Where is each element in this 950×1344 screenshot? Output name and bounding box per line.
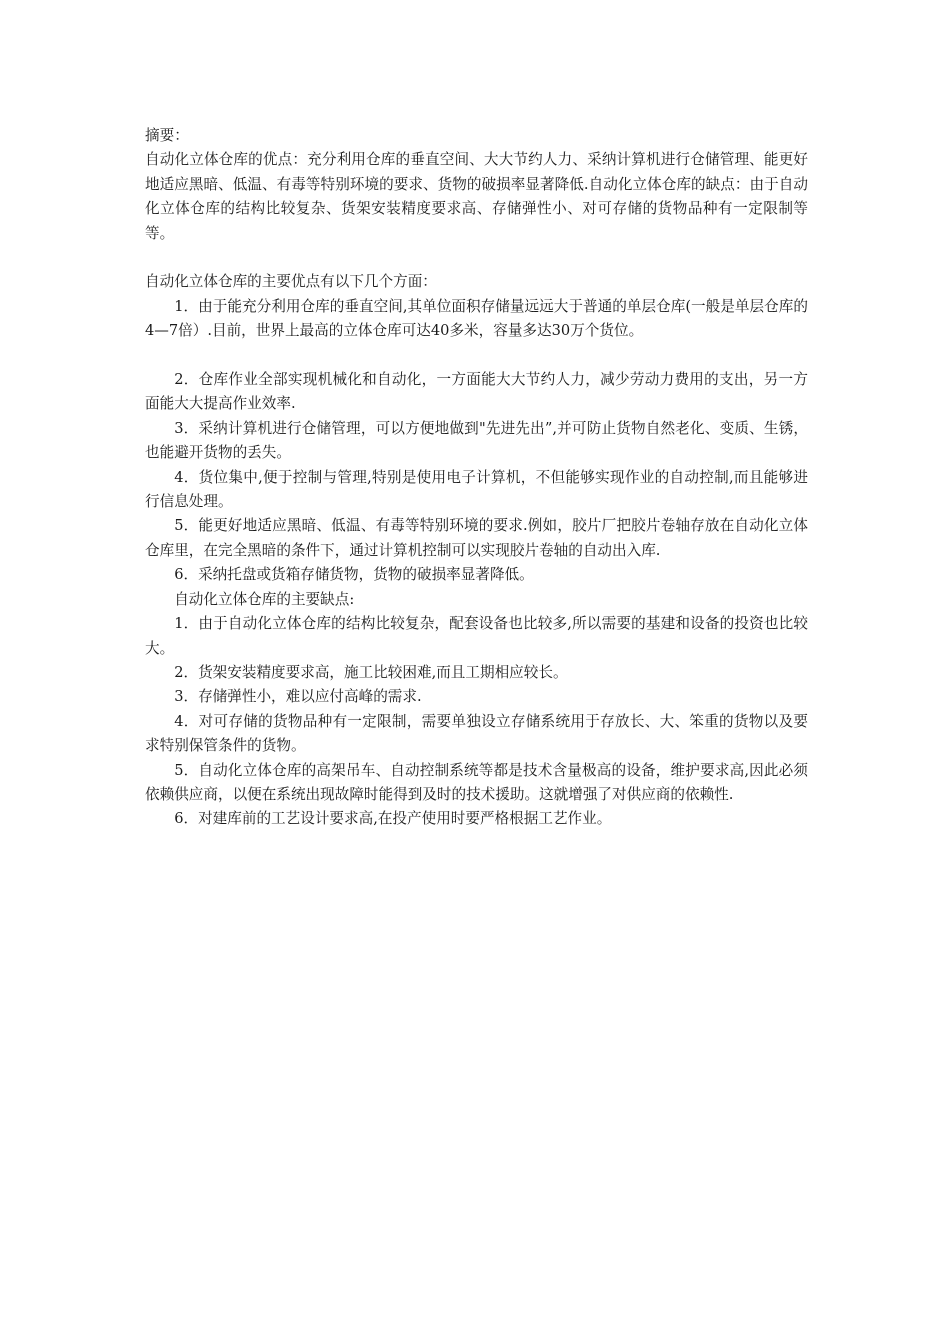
advantage-item: 2．仓库作业全部实现机械化和自动化，一方面能大大节约人力，减少劳动力费用的支出，另一方面能大大提高作业效率. [145,371,808,413]
disadvantage-item: 6．对建库前的工艺设计要求高,在投产使用时要严格根据工艺作业。 [174,810,612,828]
disadvantage-item: 4．对可存储的货物品种有一定限制，需要单独设立存储系统用于存放长、大、笨重的货物以及要求特别保管条件的货物。 [145,712,808,755]
abstract-heading: 摘要： [145,127,189,144]
disadvantages-intro: 自动化立体仓库的主要缺点: [174,590,355,608]
advantage-item: 4．货位集中,便于控制与管理,特别是使用电子计算机，不但能够实现作业的自动控制,而且能够进行信息处理。 [145,468,808,511]
advantage-item: 1．由于能充分利用仓库的垂直空间,其单位面积存储量远远大于普通的单层仓库(一般是单层仓库的4—7倍）.目前，世界上最高的立体仓库可达40多米，容量多达30万个货位。 [145,297,808,340]
blank-line [145,246,808,270]
document-body [145,124,808,832]
disadvantage-item: 1．由于自动化立体仓库的结构比较复杂，配套设备也比较多,所以需要的基建和设备的投资也比较大。 [145,615,808,657]
advantages-intro: 自动化立体仓库的主要优点有以下几个方面： [145,273,437,291]
disadvantage-item: 2．货架安装精度要求高，施工比较困难,而且工期相应较长。 [174,663,568,681]
disadvantage-item: 3．存储弹性小，难以应付高峰的需求. [174,688,422,706]
disadvantage-item: 5．自动化立体仓库的高架吊车、自动控制系统等都是技术含量极高的设备，维护要求高,因此必须依赖供应商，以便在系统出现故障时能得到及时的技术援助。这就增强了对供应商的依赖性. [145,761,808,803]
abstract-body: 自动化立体仓库的优点：充分利用仓库的垂直空间、大大节约人力、采纳计算机进行仓储管理、能更好地适应黑暗、低温、有毒等特别环境的要求、货物的破损率显著降低.自动化立体仓库的缺点：由于自动化立体仓库的结构比较复杂、货架安装精度要求高、存储弹性小、对可存储的货物品种有一定限制等等。 [145,151,808,242]
advantage-item: 6．采纳托盘或货箱存储货物，货物的破损率显著降低。 [174,566,534,584]
blank-line [145,344,808,368]
advantage-item: 5．能更好地适应黑暗、低温、有毒等特别环境的要求.例如，胶片厂把胶片卷轴存放在自动化立体仓库里，在完全黑暗的条件下，通过计算机控制可以实现胶片卷轴的自动出入库. [145,517,808,559]
advantage-item: 3．采纳计算机进行仓储管理，可以方便地做到"先进先出”,并可防止货物自然老化、变质、生锈，也能避开货物的丢失。 [145,419,808,462]
